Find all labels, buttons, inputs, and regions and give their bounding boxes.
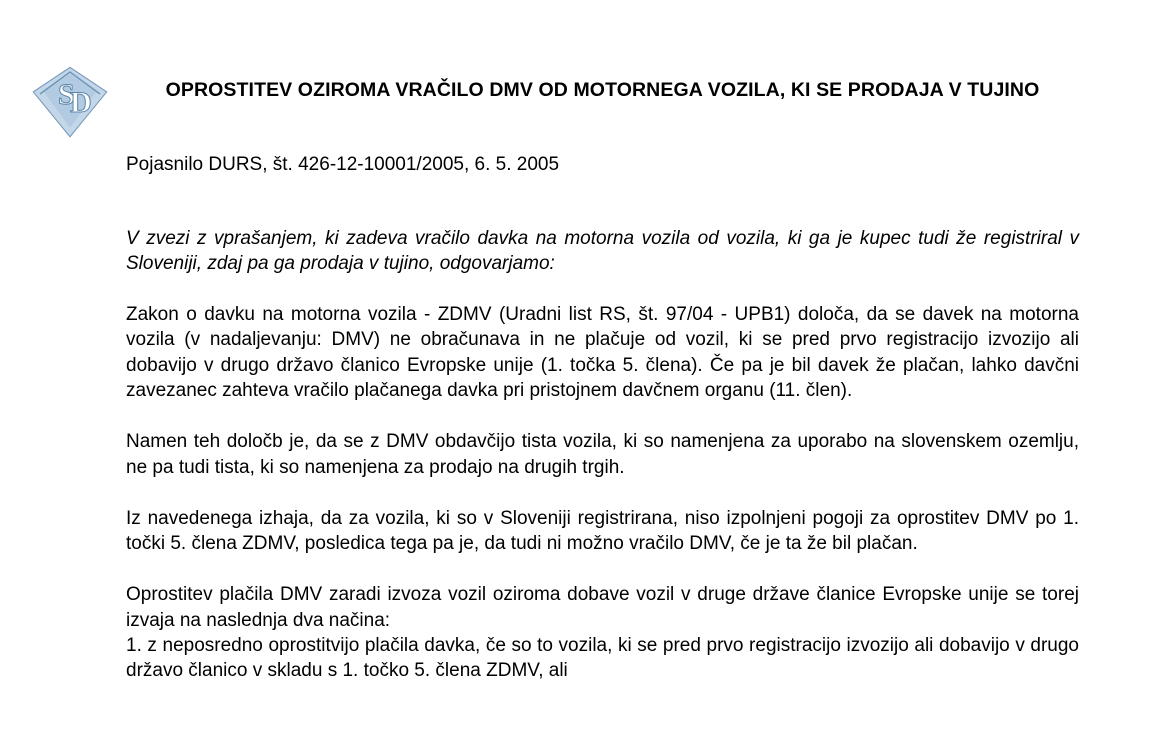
spacer — [126, 276, 1079, 302]
spacer — [126, 556, 1079, 582]
svg-text:D: D — [70, 86, 92, 119]
body-paragraph-4: Oprostitev plačila DMV zaradi izvoza vozil oziroma dobave vozil v druge države članice Evropske unije se torej izvaja na naslednja dva načina: — [126, 584, 1079, 631]
spacer — [126, 480, 1079, 506]
document-reference: Pojasnilo DURS, št. 426-12-10001/2005, 6. 5. 2005 — [126, 153, 560, 175]
spacer — [126, 403, 1079, 429]
page-title: OPROSTITEV OZIROMA VRAČILO DMV OD MOTORNEGA VOZILA, KI SE PRODAJA V TUJINO — [165, 79, 1040, 101]
svg-text:S: S — [58, 78, 75, 111]
spacer — [126, 178, 1079, 226]
body-paragraph-2: Namen teh določb je, da se z DMV obdavčijo tista vozila, ki so namenjena za uporabo na slovenskem ozemlju, ne pa tudi tista, ki so namenjena za prodajo na drugih trgih. — [126, 431, 1079, 478]
body-paragraph-3: Iz navedenega izhaja, da za vozila, ki so v Sloveniji registrirana, niso izpolnjeni pogoji za oprostitev DMV po 1. točki 5. člena ZDMV, posledica tega pa je, da tudi ni možno vračilo DMV, če je ta že bil plačan. — [126, 507, 1079, 555]
sd-diamond-logo-icon — [30, 66, 110, 138]
intro-paragraph: V zvezi z vprašanjem, ki zadeva vračilo davka na motorna vozila od vozila, ki ga je kupec tudi že registriral v Sloveniji, zdaj pa ga prodaja v tujino, odgovarjamo: — [126, 227, 1079, 274]
list-item: 1. z neposredno oprostitvijo plačila davka, če so to vozila, ki se pred prvo registracijo izvozijo ali dobavijo v drugo državo članico v skladu s 1. točko 5. člena ZDMV, ali — [126, 634, 1079, 682]
body-paragraph-1: Zakon o davku na motorna vozila - ZDMV (Uradni list RS, št. 97/04 - UPB1) določa, da se davek na motorna vozila (v nadaljevanju: DMV) ne obračunava in ne plačuje od vozil, ki se pred prvo registracijo izvozijo ali dobavijo v drugo državo članico Evropske unije (1. točka 5. člena). Če pa je bil davek že plačan, lahko davčni zavezanec zahteva vračilo plačanega davka pri pristojnem davčnem organu (11. člen). — [126, 304, 1079, 401]
